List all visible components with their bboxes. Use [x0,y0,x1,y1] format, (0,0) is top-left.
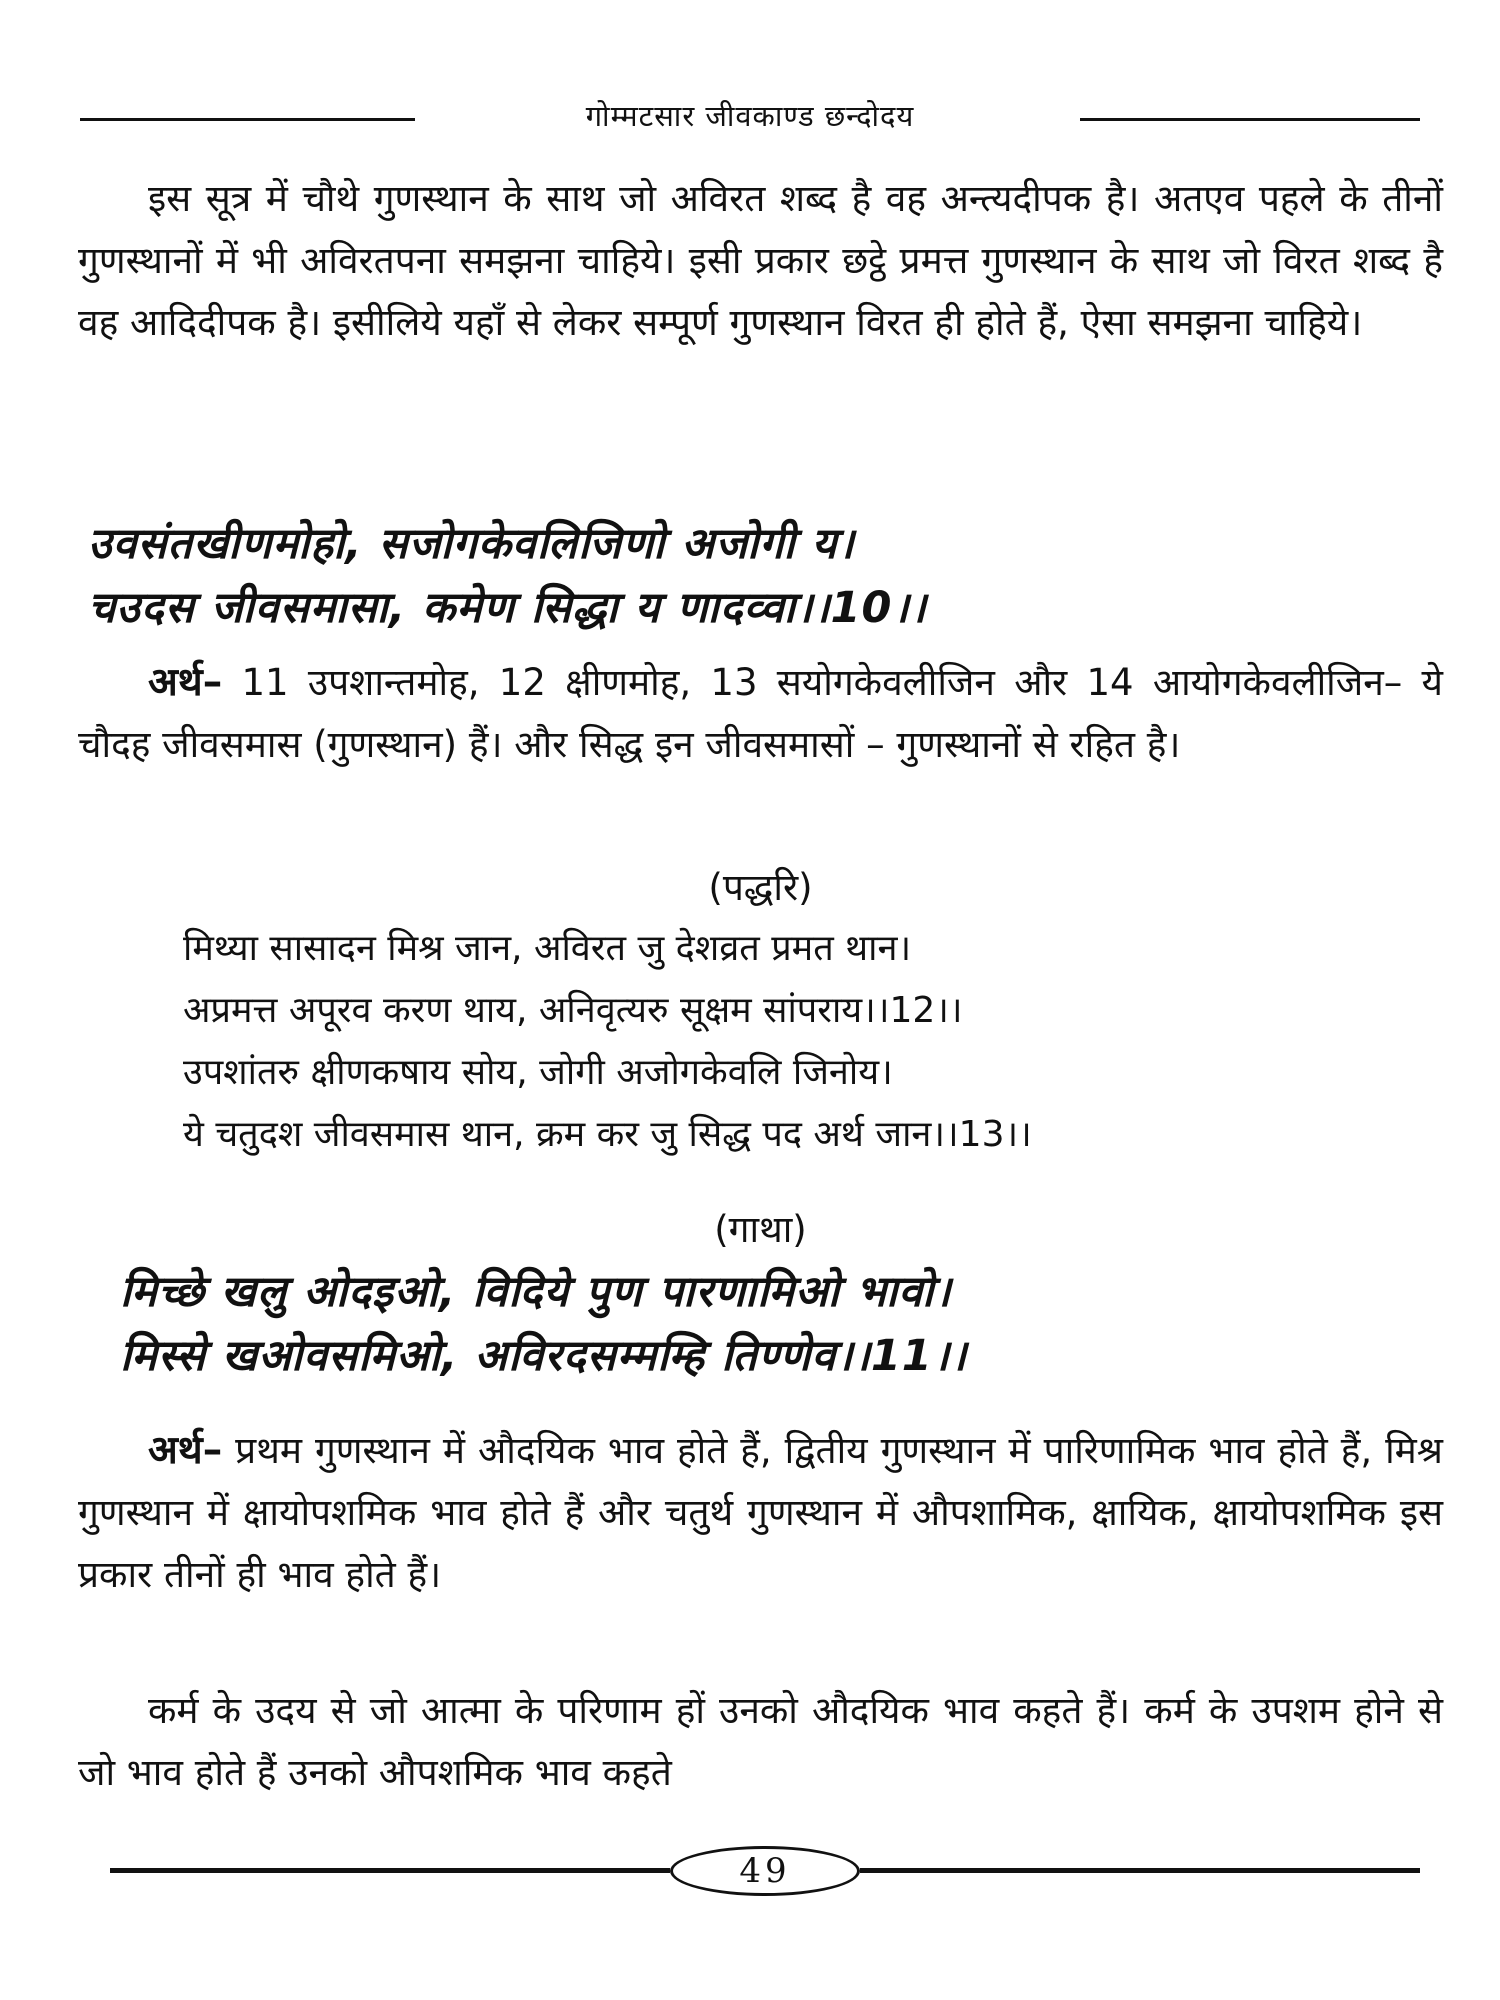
meaning-10-label: अर्थ– [148,660,223,705]
paddhari-line: अप्रमत्त अपूरव करण थाय, अनिवृत्यरु सूक्षम सांपराय।।12।। [183,990,963,1031]
meaning-11-text: प्रथम गुणस्थान में औदयिक भाव होते हैं, द्वितीय गुणस्थान में पारिणामिक भाव होते हैं, मिश्र गुणस्थान में क्षायोपशमिक भाव होते हैं और चतुर्थ गुणस्थान में औपशामिक, क्षायिक, क्षायोपशमिक इस प्रकार तीनों ही भाव होते हैं। [78,1429,1443,1596]
footer-rule-left [110,1868,670,1873]
intro-text: इस सूत्र में चौथे गुणस्थान के साथ जो अविरत शब्द है वह अन्त्यदीपक है। अतएव पहले के तीनों गुणस्थानों में भी अविरतपना समझना चाहिये। इसी प्रकार छट्ठे प्रमत्त गुणस्थान के साथ जो विरत शब्द है वह आदिदीपक है। इसीलिये यहाँ से लेकर सम्पूर्ण गुणस्थान विरत ही होते हैं, ऐसा समझना चाहिये। [78,177,1443,344]
gatha-11-section [78,1200,1443,1388]
gatha-11-line-2: मिस्से खओवसमिओ, अविरदसम्मम्हि तिण्णेव।।11।। [120,1331,968,1381]
gatha-11-title: (गाथा) [714,1208,807,1251]
meaning-10-text: 11 उपशान्तमोह, 12 क्षीणमोह, 13 सयोगकेवलीजिन और 14 आयोगकेवलीजिन– ये चौदह जीवसमास (गुणस्थान) हैं। और सिद्ध इन जीवसमासों – गुणस्थानों से रहित है। [78,661,1443,766]
closing-section [78,1680,1443,1804]
footer-rule-right [860,1868,1420,1873]
page-number: 49 [670,1846,860,1896]
running-header [80,96,1420,136]
header-rule-right [1080,118,1420,121]
meaning-10-section [78,652,1443,776]
paddhari-line: ये चतुदश जीवसमास थान, क्रम कर जु सिद्ध पद अर्थ जान।।13।। [183,1114,1032,1155]
running-title: गोम्मटसार जीवकाण्ड छन्दोदय [585,99,915,133]
paddhari-line: उपशांतरु क्षीणकषाय सोय, जोगी अजोगकेवलि जिनोय। [183,1052,893,1093]
paddhari-title: (पद्धरि) [708,866,813,909]
paddhari-section [78,858,1443,1166]
meaning-11-label: अर्थ– [148,1428,223,1473]
paddhari-line: मिथ्या सासादन मिश्र जान, अविरत जु देशव्रत प्रमत थान। [183,928,912,969]
meaning-10-paragraph [78,652,1443,776]
gatha-11-line-1: मिच्छे खलु ओदइओ, विदिये पुण पारणामिओ भावो। [120,1267,952,1317]
meaning-11-paragraph [78,1420,1443,1606]
closing-text: कर्म के उदय से जो आत्मा के परिणाम हों उनको औदयिक भाव कहते हैं। कर्म के उपशम होने से जो भाव होते हैं उनको औपशमिक भाव कहते [78,1689,1443,1794]
meaning-11-section [78,1420,1443,1606]
page-footer [110,1840,1420,1900]
intro-paragraph [78,168,1443,354]
gatha-10 [88,512,1453,640]
closing-paragraph [78,1680,1443,1804]
gatha-10-line-1: उवसंतखीणमोहो, सजोगकेवलिजिणो अजोगी य। [88,519,855,569]
gatha-10-line-2: चउदस जीवसमासा, कमेण सिद्धा य णादव्वा।।10।। [88,583,927,633]
intro-section [78,168,1443,354]
